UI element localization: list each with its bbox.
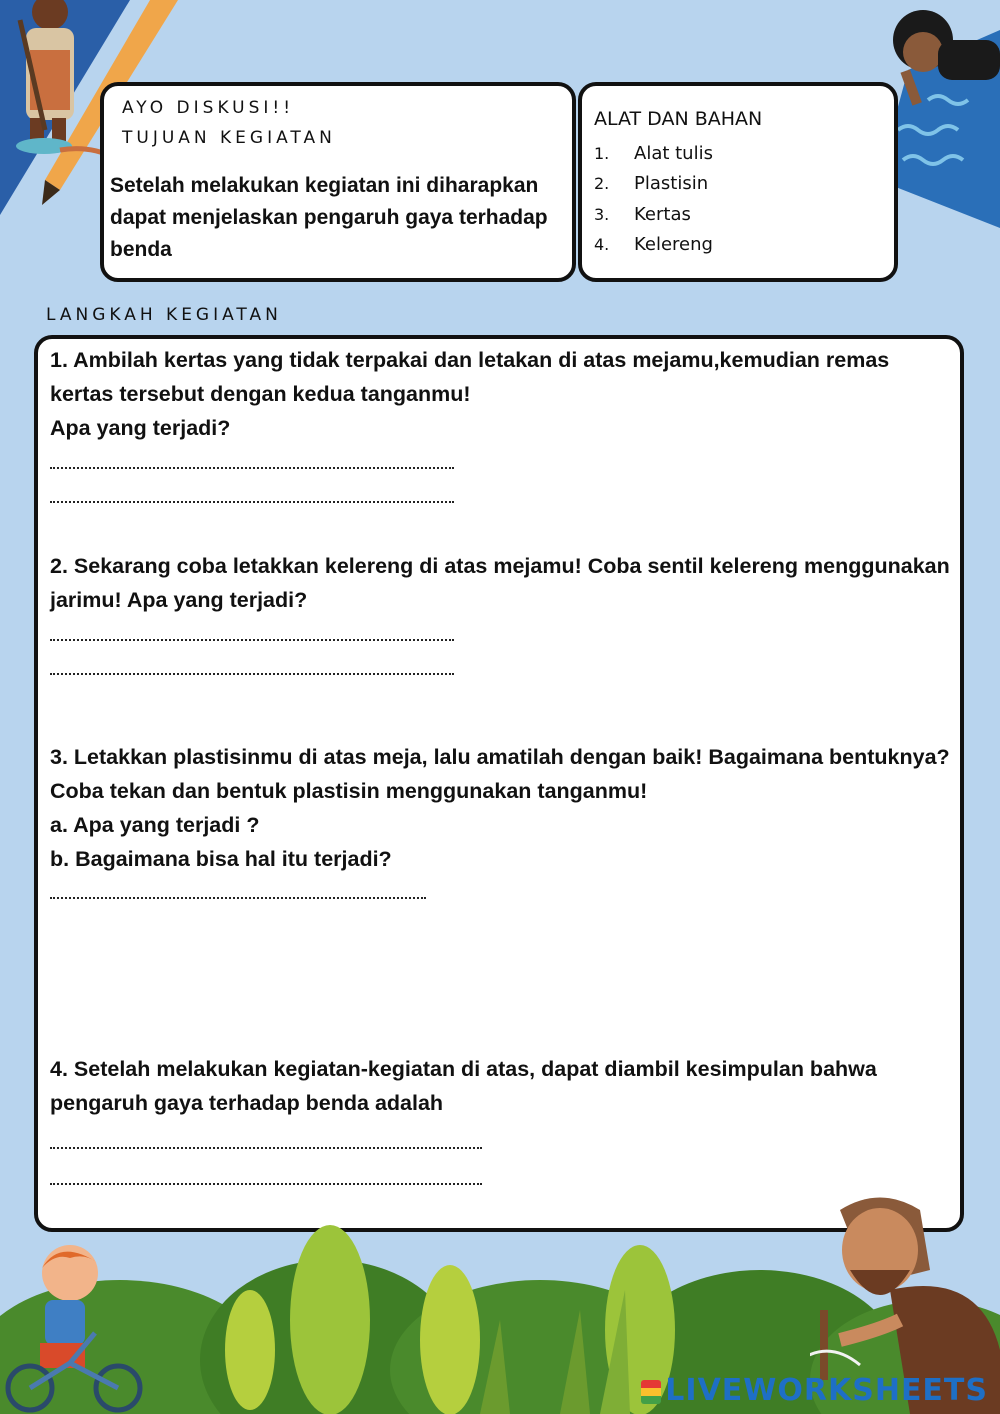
alat-item-number: 2. [594,174,610,194]
langkah-kegiatan-heading: LANGKAH KEGIATAN [46,305,282,325]
alat-item-label: Plastisin [634,173,709,195]
question-1 [50,343,950,445]
tujuan-kegiatan-heading: TUJUAN KEGIATAN [122,128,336,148]
question-4 [50,1052,950,1120]
answer-line-3a[interactable] [50,897,426,899]
question-3-line-4: b. Bagaimana bisa hal itu terjadi? [50,847,392,871]
watermark-text: LIVEWORKSHEETS [665,1373,988,1408]
liveworksheets-logo-icon [641,1380,661,1404]
answer-line-2a[interactable] [50,639,454,641]
langkah-kegiatan-panel [34,335,964,1232]
liveworksheets-watermark [641,1373,988,1408]
alat-item [594,199,713,230]
question-3 [50,740,950,876]
boy-on-bicycle-illustration [0,1238,150,1414]
question-1-line-1: 1. Ambilah kertas yang tidak terpakai dan letakan di atas mejamu,kemudian remas [50,348,890,372]
alat-dan-bahan-heading: ALAT DAN BAHAN [594,108,763,130]
question-3-line-2: Coba tekan dan bentuk plastisin menggunakan tanganmu! [50,779,648,803]
answer-line-4a[interactable] [50,1147,482,1149]
question-3-line-1: 3. Letakkan plastisinmu di atas meja, lalu amatilah dengan baik! Bagaimana bentuknya? [50,745,950,769]
alat-item [594,230,713,261]
answer-line-4b[interactable] [50,1183,482,1185]
alat-list [594,138,713,260]
question-2 [50,549,950,617]
alat-item-number: 3. [594,204,610,224]
question-2-line-2: jarimu! Apa yang terjadi? [50,588,308,612]
alat-item [594,138,713,169]
alat-item-label: Kertas [634,203,691,225]
question-4-line-1: 4. Setelah melakukan kegiatan-kegiatan di atas, dapat diambil kesimpulan bahwa [50,1057,877,1081]
ayo-diskusi-heading: AYO DISKUSI!! [122,98,295,118]
question-3-line-3: a. Apa yang terjadi ? [50,813,260,837]
alat-dan-bahan-panel [578,82,898,282]
tujuan-text: Setelah melakukan kegiatan ini diharapkan dapat menjelaskan pengaruh gaya terhadap benda [110,174,548,261]
alat-item-number: 4. [594,235,610,255]
answer-line-2b[interactable] [50,673,454,675]
alat-item-number: 1. [594,143,610,163]
alat-item-label: Alat tulis [634,142,713,164]
answer-line-1a[interactable] [50,467,454,469]
question-2-line-1: 2. Sekarang coba letakkan kelereng di atas mejamu! Coba sentil kelereng menggunakan [50,554,950,578]
tujuan-kegiatan-panel [100,82,576,282]
answer-line-1b[interactable] [50,501,454,503]
question-4-line-2: pengaruh gaya terhadap benda adalah [50,1091,444,1115]
question-1-line-2: kertas tersebut dengan kedua tanganmu! [50,382,471,406]
alat-item [594,169,713,200]
alat-item-label: Kelereng [634,234,713,256]
question-1-line-3: Apa yang terjadi? [50,416,231,440]
